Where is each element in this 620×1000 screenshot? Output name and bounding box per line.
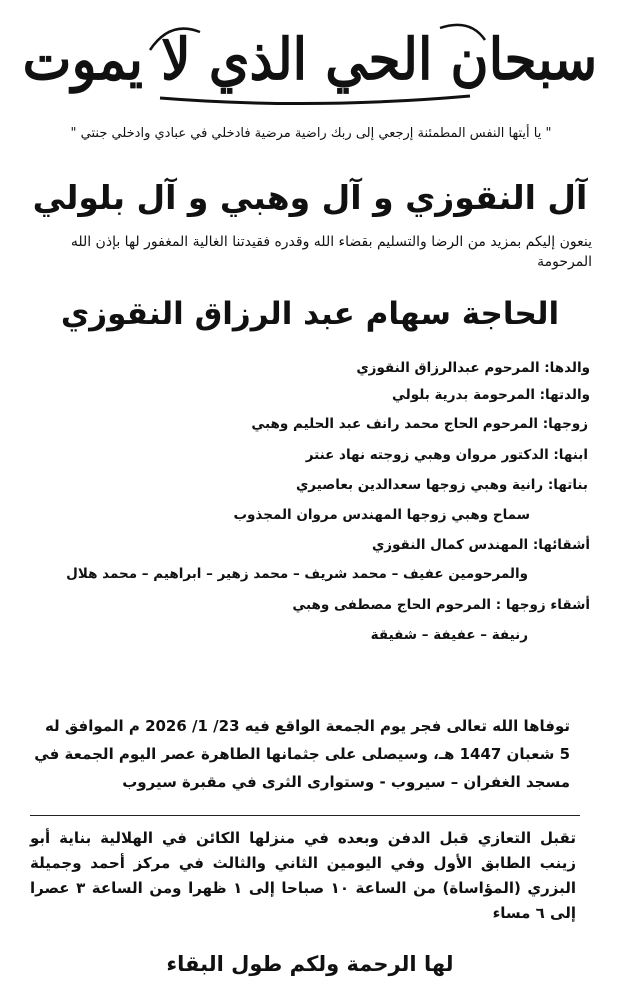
relative-late-brothers: والمرحومين عفيف – محمد شريف – محمد زهير – ابراهيم – محمد هلال [66, 566, 528, 582]
relative-daughter-second: سماح وهبي زوجها المهندس مروان المجذوب [233, 507, 530, 523]
death-notice: توفاها الله تعالى فجر يوم الجمعة الواقع فيه 23/ 1/ 2026 م الموافق له 5 شعبان 1447 هـ، وسيصلى على جثمانها الطاهرة عصر اليوم الجمعة في مسجد الغفران – سيروب - وستوارى الثرى في مقبرة سيروب [34, 717, 570, 791]
divider-line [30, 815, 580, 816]
deceased-name: الحاجة سهام عبد الرزاق النقوزي [60, 296, 560, 332]
closing-phrase: لها الرحمة ولكم طول البقاء [166, 952, 454, 976]
quran-verse: " يا أيتها النفس المطمئنة إرجعي إلى ربك راضية مرضية فادخلي في عبادي وادخلي جنتي " [70, 126, 552, 141]
condolence-details: تقبل التعازي قبل الدفن وبعده في منزلها الكائن في الهلالية بناية أبو زينب الطابق الأول وفي اليومين الثاني والثالث في مركز أحمد وجميلة البزري (المؤاساة) من الساعة ١٠ صباحا إلى ١ ظهرا ومن الساعة ٣ عصرا إلى ٦ مساء [30, 829, 577, 922]
calligraphy-header [0, 10, 620, 108]
relative-brothers: أشقائها: المهندس كمال النقوزي [371, 537, 590, 553]
announcement-text: ينعون إليكم بمزيد من الرضا والتسليم بقضاء الله وقدره فقيدتنا الغالية المغفور لها بإذن الله المرحومة [70, 234, 592, 270]
relative-mother: والدتها: المرحومة بدرية بلولي [392, 387, 590, 403]
relative-husband: زوجها: المرحوم الحاج محمد رانف عبد الحليم وهبي [251, 416, 588, 432]
relative-son: ابنها: الدكتور مروان وهبي زوجته نهاد عنتر [305, 447, 588, 463]
calligraphy-text: سبحان الحي الذي لا يموت [22, 25, 598, 93]
relative-father: والدها: المرحوم عبدالرزاق النقوزي [356, 360, 590, 376]
relative-husband-siblings: أشقاء زوجها : المرحوم الحاج مصطفى وهبي [292, 597, 590, 613]
relative-daughters: بناتها: رانية وهبي زوجها سعدالدين بعاصيري [295, 477, 588, 493]
relative-husband-sisters: رنيفة – عفيفة – شفيقة [370, 627, 528, 643]
families-heading: آل النقوزي و آل وهبي و آل بلولي [32, 178, 588, 217]
